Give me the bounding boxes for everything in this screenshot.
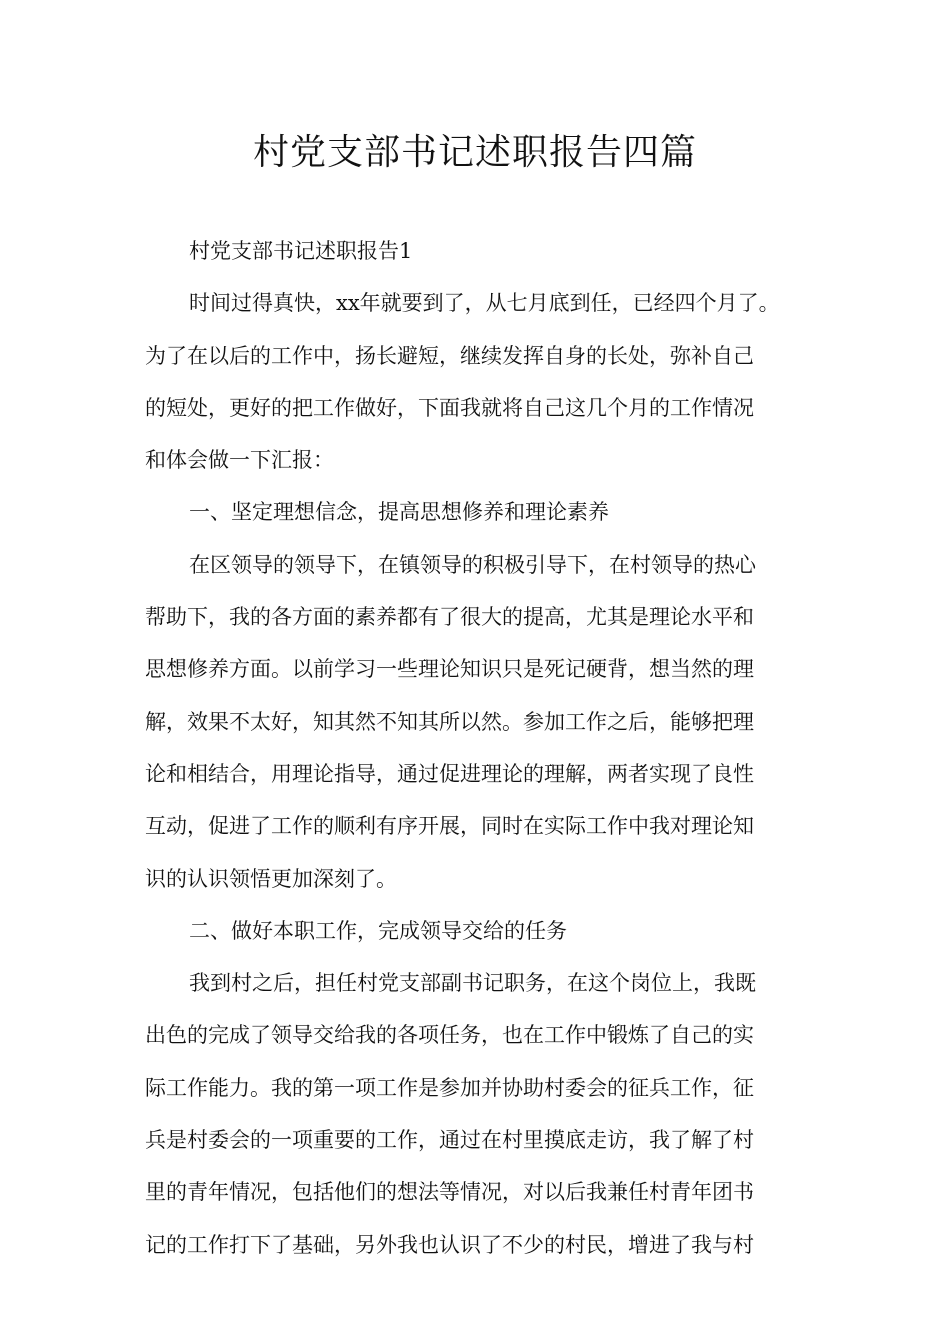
text-line: 的短处，更好的把工作做好，下面我就将自己这几个月的工作情况 bbox=[145, 395, 754, 420]
text-line: 一、坚定理想信念，提高思想修养和理论素养 bbox=[189, 500, 609, 525]
text-line: 二、做好本职工作，完成领导交给的任务 bbox=[189, 918, 567, 943]
text-line: 互动，促进了工作的顺利有序开展，同时在实际工作中我对理论知 bbox=[145, 814, 754, 839]
text-line: 论和相结合，用理论指导，通过促进理论的理解，两者实现了良性 bbox=[145, 761, 754, 786]
text-line: 际工作能力。我的第一项工作是参加并协助村委会的征兵工作，征 bbox=[145, 1075, 754, 1100]
text-line: 帮助下，我的各方面的素养都有了很大的提高，尤其是理论水平和 bbox=[145, 605, 754, 630]
text-line: 为了在以后的工作中，扬长避短，继续发挥自身的长处，弥补自己 bbox=[145, 343, 754, 368]
text-line: 村党支部书记述职报告1 bbox=[189, 239, 413, 263]
text-line: 和体会做一下汇报： bbox=[145, 448, 334, 473]
text-line: 识的认识领悟更加深刻了。 bbox=[145, 866, 397, 891]
text-line: 解，效果不太好，知其然不知其所以然。参加工作之后，能够把理 bbox=[145, 709, 754, 734]
text-line: 我到村之后，担任村党支部副书记职务，在这个岗位上，我既 bbox=[189, 971, 756, 996]
text-line: 出色的完成了领导交给我的各项任务，也在工作中锻炼了自己的实 bbox=[145, 1023, 754, 1048]
document-body bbox=[145, 225, 810, 1271]
text-line: 在区领导的领导下，在镇领导的积极引导下，在村领导的热心 bbox=[189, 552, 756, 577]
text-line: 兵是村委会的一项重要的工作，通过在村里摸底走访，我了解了村 bbox=[145, 1128, 754, 1153]
text-line: 时间过得真快，xx年就要到了，从七月底到任，已经四个月了。 bbox=[189, 291, 780, 316]
text-line: 里的青年情况，包括他们的想法等情况，对以后我兼任村青年团书 bbox=[145, 1180, 754, 1205]
text-line: 思想修养方面。以前学习一些理论知识只是死记硬背，想当然的理 bbox=[145, 657, 754, 682]
document-title: 村党支部书记述职报告四篇 bbox=[252, 132, 697, 173]
text-line: 记的工作打下了基础，另外我也认识了不少的村民，增进了我与村 bbox=[145, 1232, 754, 1257]
